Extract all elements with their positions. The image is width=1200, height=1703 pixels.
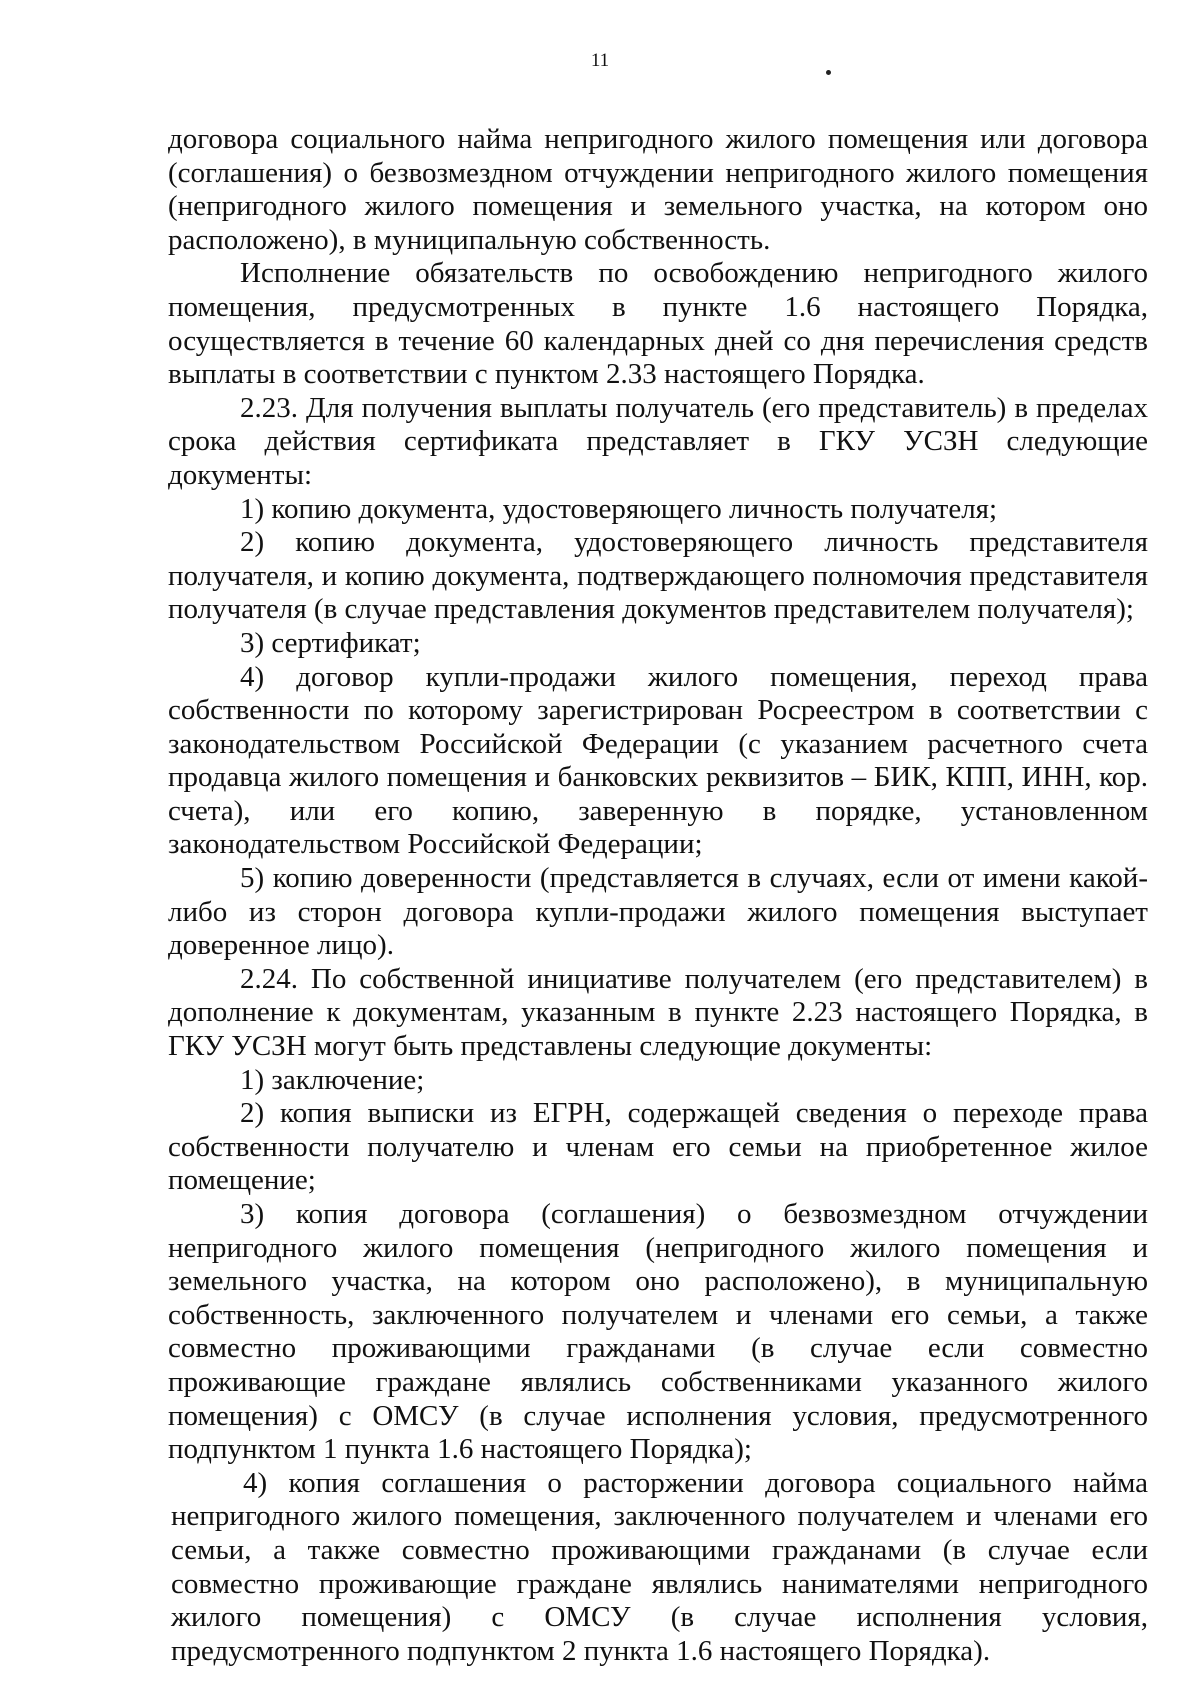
list-item-2-23-5: 5) копию доверенности (представляется в случаях, если от имени какой-либо из сторон договора купли-продажи жилого помещения выступает доверенное лицо).	[168, 862, 1148, 962]
list-item-2-24-3: 3) копия договора (соглашения) о безвозмездном отчуждении непригодного жилого помещения (непригодного жилого помещения и земельного участка, на котором оно расположено), в муниципальную собственность, заключенного получателем и членами его семьи, а также совместно проживающими гражданами (в случае если совместно проживающие граждане являлись собственниками указанного жилого помещения) с ОМСУ (в случае исполнения условия, предусмотренного подпунктом 1 пункта 1.6 настоящего Порядка);	[168, 1198, 1148, 1466]
document-body	[168, 123, 1148, 1668]
list-item-2-23-4: 4) договор купли-продажи жилого помещения, переход права собственности по которому зарегистрирован Росреестром в соответствии с законодательством Российской Федерации (с указанием расчетного счета продавца жилого помещения и банковских реквизитов – БИК, КПП, ИНН, кор. счета), или его копию, заверенную в порядке, установленном законодательством Российской Федерации;	[168, 660, 1148, 861]
paragraph-2-23: 2.23. Для получения выплаты получатель (его представитель) в пределах срока действия сертификата представляет в ГКУ УСЗН следующие документы:	[168, 391, 1148, 491]
paragraph-obligations: Исполнение обязательств по освобождению непригодного жилого помещения, предусмотренных в пункте 1.6 настоящего Порядка, осуществляется в течение 60 календарных дней со дня перечисления средств выплаты в соответствии с пунктом 2.33 настоящего Порядка.	[168, 257, 1148, 391]
list-item-2-24-1: 1) заключение;	[240, 1063, 425, 1096]
list-item-2-24-2: 2) копия выписки из ЕГРН, содержащей сведения о переходе права собственности получателю и членам его семьи на приобретенное жилое помещение;	[168, 1097, 1148, 1197]
page-number: 11	[590, 50, 610, 71]
scan-artifact-dot	[826, 70, 831, 75]
list-item-2-24-4: 4) копия соглашения о расторжении договора социального найма непригодного жилого помещения, заключенного получателем и членами его семьи, а также совместно проживающими гражданами (в случае если совместно проживающие граждане являлись нанимателями непригодного жилого помещения) с ОМСУ (в случае исполнения условия, предусмотренного подпунктом 2 пункта 1.6 настоящего Порядка).	[171, 1466, 1148, 1667]
list-item-2-23-2: 2) копию документа, удостоверяющего личность представителя получателя, и копию документа, подтверждающего полномочия представителя получателя (в случае представления документов представителем получателя);	[168, 526, 1148, 626]
list-item-2-23-3: 3) сертификат;	[240, 626, 421, 659]
paragraph-2-24: 2.24. По собственной инициативе получателем (его представителем) в дополнение к документам, указанным в пункте 2.23 настоящего Порядка, в ГКУ УСЗН могут быть представлены следующие документы:	[168, 962, 1148, 1063]
list-item-2-23-1: 1) копию документа, удостоверяющего личность получателя;	[240, 492, 998, 525]
paragraph-continuation: договора социального найма непригодного жилого помещения или договора (соглашения) о безвозмездном отчуждении непригодного жилого помещения (непригодного жилого помещения и земельного участка, на котором оно расположено), в муниципальную собственность.	[168, 123, 1148, 256]
